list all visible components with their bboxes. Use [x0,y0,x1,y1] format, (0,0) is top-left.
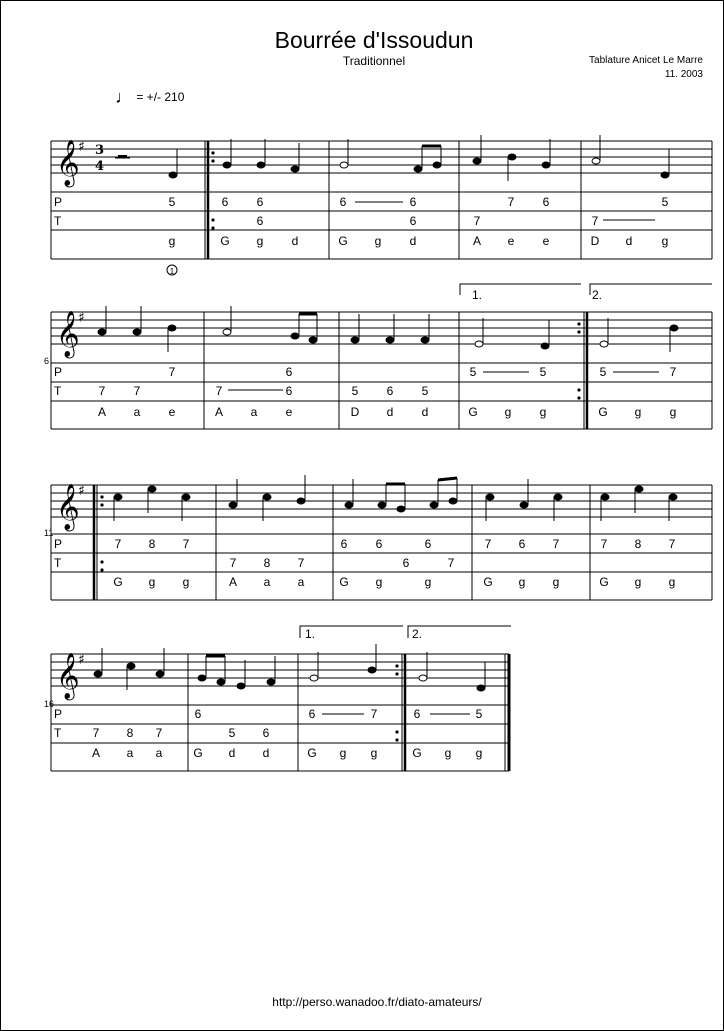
svg-text:♯: ♯ [78,139,85,155]
tab-push-value: 5 [168,195,176,209]
tab-bass-value: g [256,234,264,248]
tab-bass-value: e [168,405,176,419]
tablature-credit: Tablature Anicet Le Marre [589,55,703,66]
tab-push-value: 6 [424,537,432,551]
tab-push-value: 7 [182,537,190,551]
tab-bass-value: G [412,746,422,760]
volta-ending-1: 1. [305,627,316,641]
tab-push-value: 5 [469,365,477,379]
music-system-2 [51,284,712,429]
tab-push-value: 6 [340,537,348,551]
staff-lines [51,312,712,344]
tab-pull-value: 7 [447,556,455,570]
tab-push-value: 8 [634,537,642,551]
tempo-value: = +/- 210 [136,90,185,104]
measure-number: 11 [44,528,54,538]
footer-url[interactable]: http://perso.wanadoo.fr/diato-amateurs/ [272,995,482,1009]
treble-clef-icon: 𝄞 [56,311,80,357]
notes [98,306,678,352]
tab-bass-value: A [228,575,238,589]
tab-bass-value: g [182,575,190,589]
tab-bass-value: g [634,575,642,589]
music-system-4 [51,626,511,771]
tablature-date: 11. 2003 [664,69,703,80]
tab-push-value: 7 [669,365,677,379]
tab-bass-value: g [168,234,176,248]
tab-push-value: 5 [599,365,607,379]
tab-bass-value: D [590,234,600,248]
tab-bass-value: G [339,575,349,589]
tab-pull-value: 7 [215,384,223,398]
tab-bass-value: a [126,746,134,760]
tab-push-value: 7 [668,537,676,551]
clef-and-time [56,139,104,188]
tab-push-value: 7 [552,537,560,551]
tab-bass-value: A [97,405,107,419]
repeat-dots [577,322,580,399]
tab-push-value: 6 [308,707,316,721]
tab-bass-value: e [542,234,550,248]
tab-bass-value: A [91,746,101,760]
svg-text:4: 4 [95,159,105,174]
notes [94,644,485,691]
tab-bass-value: G [338,234,348,248]
tab-pull-value: 8 [126,726,134,740]
tab-bass-value: d [421,405,429,419]
barlines [188,654,509,771]
tab-push-value: 6 [413,707,421,721]
quarter-note-icon: ♩ [115,87,133,107]
piece-title: Bourrée d'Issoudun [274,27,474,53]
tab-bass-value: g [668,575,676,589]
row-label-push: P [54,195,63,209]
tab-pull-value: 7 [155,726,163,740]
tab-pull-value: 5 [421,384,429,398]
tab-pull-value: 7 [229,556,237,570]
tab-bass-value: g [339,746,347,760]
volta-ending-2: 2. [592,288,603,302]
tab-bass-value: A [472,234,482,248]
tab-bass-value: g [375,575,383,589]
tab-bass-value: g [552,575,560,589]
tab-push-value: 6 [285,365,293,379]
tab-push-value: 6 [256,195,264,209]
tab-bass-value: g [518,575,526,589]
tab-bass-value: g [504,405,512,419]
row-label-pull: T [54,214,62,228]
svg-text:♯: ♯ [78,483,85,499]
tab-pull-value: 5 [228,726,236,740]
tab-bass-value: a [263,575,271,589]
tab-push-value: 7 [168,365,176,379]
tab-bass-value: G [220,234,230,248]
treble-clef-icon: 𝄞 [56,484,80,530]
tab-push-value: 5 [661,195,669,209]
bellows-lines [228,372,659,390]
music-system-1 [51,135,712,259]
barlines [204,312,587,429]
tab-push-value: 7 [114,537,122,551]
tab-pull-value: 6 [256,214,264,228]
tab-push-value: 7 [484,537,492,551]
tab-values-system-3 [113,537,675,589]
tab-bass-value: d [409,234,417,248]
tab-values-system-4 [92,707,483,760]
tab-pull-value: 6 [386,384,394,398]
tab-bass-value: d [386,405,394,419]
tab-bass-value: a [133,405,141,419]
tab-push-value: 6 [221,195,229,209]
tab-bass-value: e [285,405,293,419]
tab-bass-value: e [507,234,515,248]
volta-ending-2: 2. [412,627,423,641]
tab-push-value: 8 [148,537,156,551]
tab-pull-value: 7 [591,214,599,228]
tab-bass-value: a [297,575,305,589]
tab-bass-value: g [424,575,432,589]
tab-pull-value: 6 [262,726,270,740]
measure-number: 16 [44,699,55,709]
piece-subtitle: Traditionnel [342,54,406,68]
tab-bass-value: g [539,405,547,419]
svg-text:♯: ♯ [78,310,85,326]
row-label-push: P [54,365,63,379]
tab-box [51,654,509,771]
tab-bass-value: g [669,405,677,419]
tab-push-value: 7 [600,537,608,551]
tab-bass-value: G [599,575,609,589]
tab-push-value: 6 [339,195,347,209]
tab-bass-value: G [193,746,203,760]
tab-values-system-2 [98,365,677,419]
svg-text:♯: ♯ [78,652,85,668]
tab-pull-value: 7 [98,384,106,398]
tab-bass-value: A [214,405,224,419]
tab-pull-value: 6 [402,556,410,570]
tab-push-value: 5 [475,707,483,721]
circled-marker-number: 1 [169,267,175,276]
tab-pull-value: 7 [297,556,305,570]
tab-bass-value: D [350,405,360,419]
svg-text:3: 3 [95,143,105,158]
tab-bass-value: g [374,234,382,248]
volta-ending-1: 1. [472,288,483,302]
volta-brackets [460,284,712,295]
tab-pull-value: 7 [473,214,481,228]
tab-bass-value: d [262,746,270,760]
tab-box [51,141,712,259]
tab-pull-value: 7 [92,726,100,740]
tab-bass-value: g [148,575,156,589]
tab-bass-value: g [475,746,483,760]
staff-lines [51,141,712,173]
tab-bass-value: a [250,405,258,419]
tab-bass-value: a [155,746,163,760]
tab-values-system-1 [169,195,669,248]
tab-push-value: 6 [518,537,526,551]
tab-push-value: 7 [507,195,515,209]
tab-bass-value: G [468,405,478,419]
tab-push-value: 7 [370,707,378,721]
tab-bass-value: d [625,234,633,248]
tab-bass-value: g [370,746,378,760]
treble-clef-icon: 𝄞 [56,140,80,186]
row-label-pull: T [54,384,62,398]
tab-bass-value: d [228,746,236,760]
row-label-push: P [54,707,63,721]
row-label-push: P [54,537,63,551]
tab-bass-value: g [634,405,642,419]
tab-pull-value: 6 [409,214,417,228]
volta-brackets [300,626,511,638]
repeat-dots [211,151,214,229]
treble-clef-icon: 𝄞 [56,653,80,699]
row-label-pull: T [54,556,62,570]
tab-bass-value: G [113,575,123,589]
tab-bass-value: g [661,234,669,248]
tab-pull-value: 5 [351,384,359,398]
notes [114,475,677,521]
tab-push-value: 6 [542,195,550,209]
tab-bass-value: G [483,575,493,589]
tab-push-value: 6 [409,195,417,209]
tab-bass-value: g [444,746,452,760]
row-label-pull: T [54,726,62,740]
tab-box [51,312,712,429]
staff-lines [51,654,509,686]
tab-bass-value: d [291,234,299,248]
tab-bass-value: G [307,746,317,760]
tab-push-value: 6 [375,537,383,551]
tab-pull-value: 6 [285,384,293,398]
measure-number: 6 [44,356,50,366]
tab-pull-value: 8 [263,556,271,570]
tab-push-value: 6 [194,707,202,721]
tab-bass-value: G [598,405,608,419]
notes [115,135,669,181]
repeat-dots [395,664,398,741]
tab-pull-value: 7 [133,384,141,398]
tab-push-value: 5 [539,365,547,379]
